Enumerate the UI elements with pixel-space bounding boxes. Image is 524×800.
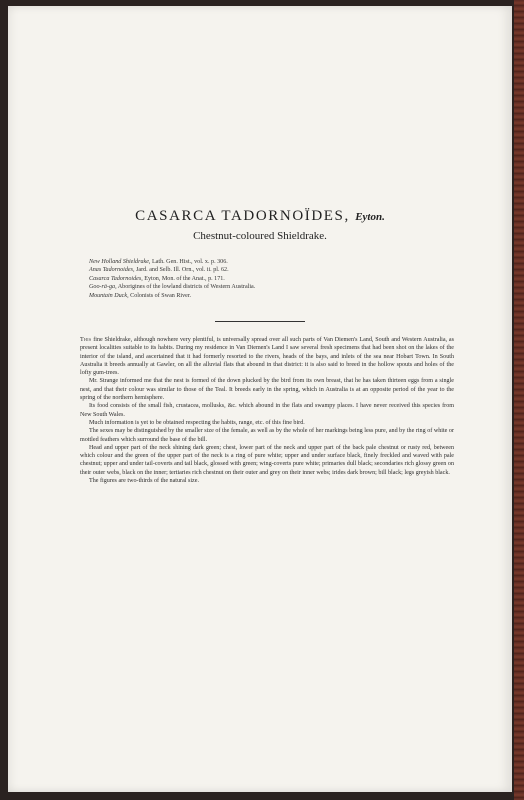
reference-name: New Holland Shieldrake, bbox=[89, 259, 151, 265]
paragraph: The sexes may be distinguished by the smaller size of the female, as well as by the whole of her markings being less pure, and by the ring of white or mottled feathers which surround the base of the bill. bbox=[80, 428, 454, 443]
species-name: CASARCA TADORNOÏDES, bbox=[135, 208, 350, 224]
paragraph: The figures are two-thirds of the natural size. bbox=[89, 478, 199, 485]
reference-line bbox=[89, 283, 469, 291]
paragraph: Much information is yet to be obtained respecting the habits, range, etc. of this fine bird. bbox=[89, 419, 305, 426]
book-spine-edge bbox=[514, 0, 524, 800]
lead-word: This bbox=[80, 337, 92, 343]
common-name: Chestnut-coloured Shieldrake. bbox=[193, 230, 327, 242]
reference-line bbox=[89, 275, 469, 283]
reference-name: Casarca Tadornoides, bbox=[89, 275, 143, 282]
species-title bbox=[8, 208, 512, 225]
reference-line bbox=[89, 266, 469, 274]
reference-source: Eyton, Mon. of the Anat., p. 171. bbox=[142, 275, 225, 282]
body-text bbox=[80, 336, 454, 485]
section-divider bbox=[215, 321, 305, 322]
book-page bbox=[8, 6, 512, 792]
reference-source: Colonists of Swan River. bbox=[128, 292, 192, 299]
paragraph: This fine Shieldrake, although nowhere very plentiful, is universally spread over all such parts of Van Diemen's Land, South and Western Australia, as present localities suitable to its habits. During my residence in Van Diemen's Land I saw several fresh specimens that had been shot on the lakes of the interior of the island, and ascertained that it had formerly resorted to the rivers, heads of the bays, and inlets of the sea near Hobart Town. In South Australia it breeds annually at Gawler, on all the alluvial flats that abound in that district: it is also said to breed in the hollow spouts and holes of the lofty gum-trees. bbox=[80, 337, 454, 377]
reference-name: Anas Tadornoides, bbox=[89, 267, 135, 274]
paragraph: Its food consists of the small fish, crustacea, mollusks, &c. which abound in the flats and swampy places. I have never received this species from New South Wales. bbox=[80, 403, 454, 418]
synonym-references bbox=[89, 258, 469, 300]
reference-line bbox=[89, 258, 469, 266]
species-author: Eyton. bbox=[355, 211, 385, 223]
reference-source: Jard. and Selb. Ill. Orn., vol. ii. pl. 62. bbox=[134, 267, 229, 274]
reference-line bbox=[89, 292, 469, 300]
reference-name: Goo-rā-ga, bbox=[89, 284, 117, 291]
reference-source: Lath. Gen. Hist., vol. x. p. 306. bbox=[150, 259, 228, 265]
reference-source: Aborigines of the lowland districts of Western Australia. bbox=[116, 284, 256, 291]
paragraph: Mr. Strange informed me that the nest is formed of the down plucked by the bird from its own breast, that he has taken thirteen eggs from a single nest, and that their colour was similar to those of the Teal. It breeds early in the spring, which in Australia is at an opposite period of the year to the spring of the northern hemisphere. bbox=[80, 378, 454, 402]
reference-name: Mountain Duck, bbox=[89, 292, 129, 299]
paragraph: Head and upper part of the neck shining dark green; chest, lower part of the neck and upper part of the back pale chestnut or rusty red, between which colour and the green of the upper part of the neck is a ring of pure white; upper and under surface black, finely freckled and waved with pale chestnut; upper and under tail-coverts and tail black, glossed with green; wing-coverts pure white; primaries dull black; secondaries rich glossy green on their outer webs, black on the inner; tertiaries rich chestnut on their outer and grey on their inner webs; irides dark brown; bill black; legs greyish black. bbox=[80, 444, 454, 476]
